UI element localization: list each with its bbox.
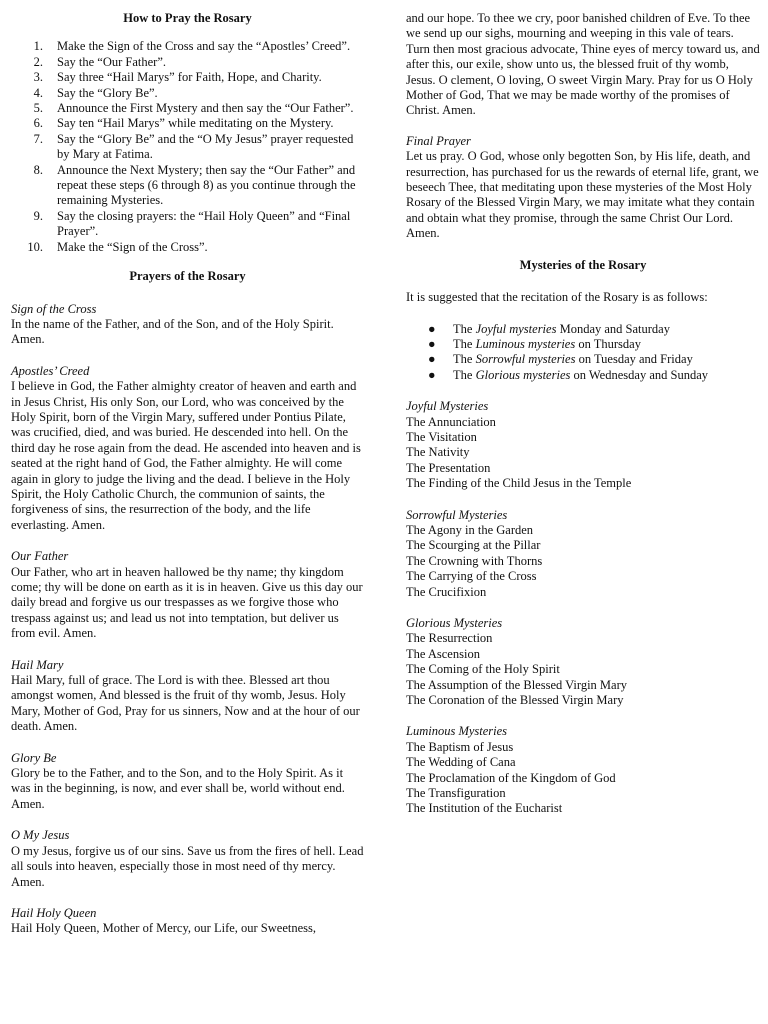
step-item [11,116,364,131]
step-item [11,209,364,240]
prayer-text: Hail Mary, full of grace. The Lord is with thee. Blessed art thou amongst women, And blessed is the fruit of thy womb, Jesus. Holy Mary, Mother of God, Pray for us sinners, Now and at the hour of our death. Amen. [11,673,360,734]
schedule-the: The [453,352,473,367]
prayer-our-father [11,549,364,641]
mystery-item: The Coronation of the Blessed Virgin Mary [406,693,624,708]
mystery-item: The Crucifixion [406,584,487,599]
prayer-text: Hail Holy Queen, Mother of Mercy, our Life, our Sweetness, [11,921,317,936]
prayer-apostles-creed [11,364,364,533]
step-number: 3. [33,70,43,85]
step-item [11,132,364,163]
schedule-mystery-name: Sorrowful mysteries [475,352,576,367]
prayer-title: Apostles’ Creed [11,363,90,378]
prayer-title: Hail Holy Queen [11,905,97,920]
prayer-title: Glory Be [11,750,57,765]
how-to-title: How to Pray the Rosary [123,11,252,25]
schedule-the: The [453,367,473,382]
step-item [11,70,364,85]
step-number: 6. [33,116,43,131]
mystery-item: The Resurrection [406,631,493,646]
schedule-days: on Tuesday and Friday [578,352,693,367]
schedule-item [406,352,760,367]
schedule-the: The [453,336,473,351]
prayer-title: Sign of the Cross [11,301,97,316]
mystery-item: The Agony in the Garden [406,522,534,537]
step-item [11,39,364,54]
mystery-item: The Coming of the Holy Spirit [406,662,560,677]
mystery-item: The Scourging at the Pillar [406,538,541,553]
step-item [11,101,364,116]
prayer-title: Final Prayer [406,133,471,148]
prayer-text: I believe in God, the Father almighty creator of heaven and earth and in Jesus Christ, His only Son, our Lord, who was conceived by the Holy Spirit, born of the Virgin Mary, suffered under Pontius Pilate, was crucified, died, and was buried. He descended into hell. On the third day he rose again from the dead. He ascended into heaven and is seated at the right hand of God, the Father almighty. He will come again in glory to judge the living and the dead. I believe in the Holy Spirit, the Holy Catholic Church, the communion of saints, the forgiveness of sins, the resurrection of the body, and the life everlasting. Amen. [11,379,361,532]
mystery-item: The Ascension [406,646,480,661]
step-text: Announce the Next Mystery; then say the “Our Father” and repeat these steps (6 through 8) as you continue through the remaining Mysteries. [57,162,356,208]
luminous-mysteries [406,724,760,816]
prayer-glory-be [11,751,364,813]
step-text: Say ten “Hail Marys” while meditating on the Mystery. [57,116,334,131]
step-item [11,240,364,255]
steps-list [11,39,364,255]
step-number: 1. [33,39,43,54]
step-number: 9. [33,208,43,223]
glorious-mysteries [406,616,760,708]
bullet-icon: ● [428,367,436,382]
right-column [406,0,760,817]
mysteries-intro: It is suggested that the recitation of the Rosary is as follows: [406,290,708,305]
mystery-group-title: Glorious Mysteries [406,616,503,630]
mystery-item: The Carrying of the Cross [406,569,537,584]
prayer-title: Our Father [11,549,69,564]
left-column [11,0,364,937]
prayer-text: Our Father, who art in heaven hallowed be thy name; thy kingdom come; thy will be done on earth as it is in heaven. Give us this day our daily bread and forgive us our trespasses as we forgive those who trespass against us; and lead us not into temptation, but deliver us from evil. Amen. [11,564,363,641]
step-text: Say the “Glory Be” and the “O My Jesus” prayer requested by Mary at Fatima. [57,131,354,162]
step-text: Make the “Sign of the Cross”. [57,239,208,254]
prayer-title: Hail Mary [11,657,64,672]
sorrowful-mysteries [406,508,760,600]
step-number: 8. [33,162,43,177]
bullet-icon: ● [428,352,436,367]
mystery-item: The Crowning with Thorns [406,553,543,568]
schedule-days: on Thursday [578,336,641,351]
mystery-item: The Baptism of Jesus [406,739,514,754]
schedule-mystery-name: Glorious mysteries [475,367,571,382]
mystery-group-title: Luminous Mysteries [406,724,508,739]
mystery-item: The Transfiguration [406,786,506,801]
step-item [11,55,364,70]
bullet-icon: ● [428,321,436,336]
schedule-item [406,322,760,337]
step-number: 2. [33,54,43,69]
step-text: Say three “Hail Marys” for Faith, Hope, and Charity. [57,70,322,85]
prayer-text: O my Jesus, forgive us of our sins. Save us from the fires of hell. Lead all souls into heaven, especially those in most need of thy mercy. Amen. [11,843,364,889]
prayer-text: Glory be to the Father, and to the Son, and to the Holy Spirit. As it was in the beginning, is now, and ever shall be, world without end. Amen. [11,766,345,811]
mystery-item: The Assumption of the Blessed Virgin Mary [406,677,627,692]
mystery-item: The Proclamation of the Kingdom of God [406,770,616,785]
mystery-item: The Visitation [406,429,477,444]
schedule-days: Monday and Saturday [559,321,670,336]
step-text: Say the “Glory Be”. [57,85,158,100]
mystery-item: The Institution of the Eucharist [406,801,563,816]
schedule-list [406,322,760,384]
schedule-the: The [453,321,473,336]
schedule-item [406,337,760,352]
prayer-hail-mary [11,658,364,735]
prayer-sign-of-cross [11,302,364,348]
step-item [11,86,364,101]
joyful-mysteries [406,399,760,491]
prayer-text: and our hope. To thee we cry, poor banished children of Eve. To thee we send up our sighs, mourning and weeping in this vale of tears. Turn then most gracious advocate, Thine eyes of mercy toward us, and after this, our exile, show unto us, the blessed fruit of thy womb, Jesus. O clement, O loving, O sweet Virgin Mary. Pray for us O Holy Mother of God, That we may be made worthy of the promises of Christ. Amen. [406,11,760,118]
prayers-title: Prayers of the Rosary [129,269,246,284]
mystery-group-title: Sorrowful Mysteries [406,507,508,522]
step-text: Say the closing prayers: the “Hail Holy Queen” and “Final Prayer”. [57,208,351,239]
schedule-item [406,368,760,383]
step-number: 10. [27,239,43,254]
mystery-item: The Nativity [406,445,470,460]
schedule-mystery-name: Luminous mysteries [475,336,576,351]
step-number: 7. [33,131,43,146]
mystery-item: The Finding of the Child Jesus in the Temple [406,476,632,491]
mystery-item: The Wedding of Cana [406,755,516,770]
prayer-title: O My Jesus [11,828,70,843]
step-text: Say the “Our Father”. [57,54,166,69]
schedule-mystery-name: Joyful mysteries [475,321,557,336]
prayer-text: Let us pray. O God, whose only begotten Son, by His life, death, and resurrection, has purchased for us the rewards of eternal life, grant, we beseech Thee, that meditating upon these mysteries of the Most Holy Rosary of the Blessed Virgin Mary, we may imitate what they contain and obtain what they promise, through the same Christ Our Lord. Amen. [406,149,759,241]
prayer-text: In the name of the Father, and of the Son, and of the Holy Spirit. Amen. [11,316,334,347]
step-text: Announce the First Mystery and then say the “Our Father”. [57,101,354,116]
prayer-hail-holy-queen-continued [406,11,760,119]
mystery-item: The Annunciation [406,414,496,429]
step-item [11,163,364,209]
bullet-icon: ● [428,336,436,351]
step-number: 4. [33,85,43,100]
mystery-group-title: Joyful Mysteries [406,399,489,414]
mysteries-title: Mysteries of the Rosary [519,257,647,272]
schedule-days: on Wednesday and Sunday [573,367,708,382]
step-number: 5. [33,101,43,116]
mystery-item: The Presentation [406,460,491,475]
prayer-hail-holy-queen [11,906,364,937]
prayer-o-my-jesus [11,828,364,890]
step-text: Make the Sign of the Cross and say the “Apostles’ Creed”. [57,39,351,54]
prayer-final [406,134,760,242]
